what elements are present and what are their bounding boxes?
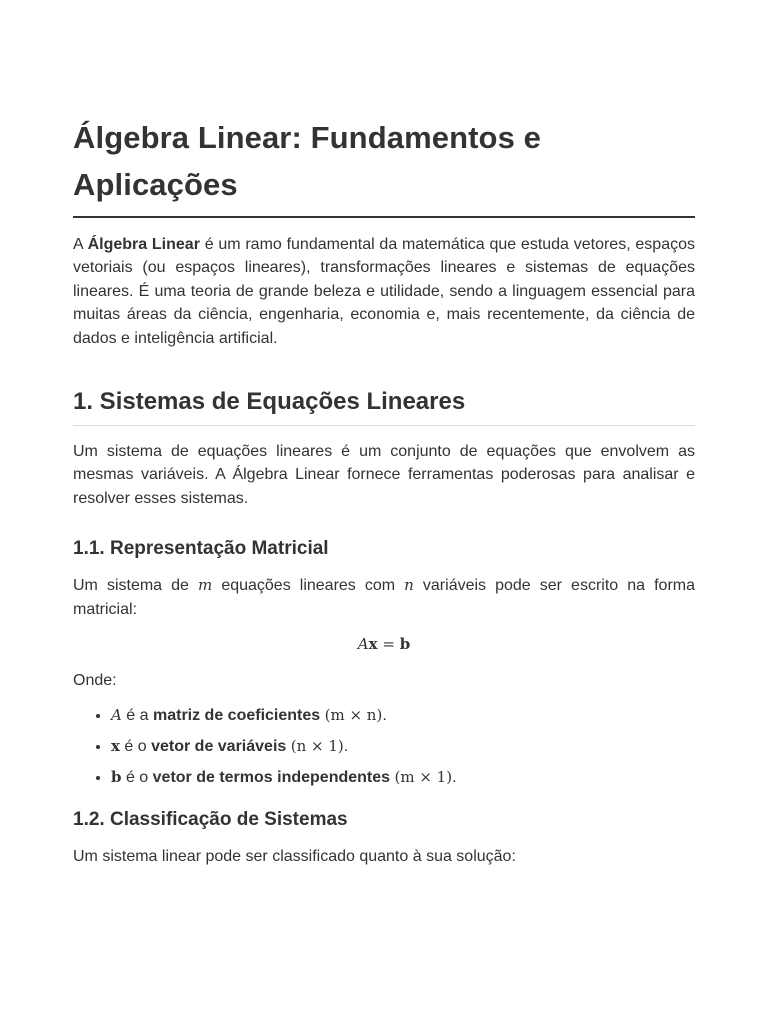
s11-text-3: variáveis pode ser escrito na forma matricial:	[73, 577, 696, 618]
item-term: matriz de coeficientes	[152, 707, 321, 725]
definitions-list	[73, 704, 695, 788]
item-dimension: (m × n)	[324, 706, 383, 725]
item-dimension: (n × 1)	[290, 737, 344, 756]
item-text: é o	[121, 768, 153, 786]
list-item	[111, 704, 695, 727]
item-symbol: b	[111, 767, 122, 786]
item-text: é o	[119, 738, 152, 756]
intro-prefix: A	[73, 236, 88, 253]
section-1-1-paragraph	[73, 574, 695, 621]
item-dimension: (m × 1)	[394, 767, 453, 786]
page-title: Álgebra Linear: Fundamentos e Aplicações	[73, 120, 541, 202]
list-item	[111, 766, 695, 789]
item-symbol: x	[111, 737, 120, 756]
item-term: vetor de termos independentes	[152, 768, 391, 786]
eq-matrix-a: A	[357, 635, 369, 654]
list-item	[111, 735, 695, 758]
item-end: .	[382, 707, 387, 725]
section-1-heading: 1. Sistemas de Equações Lineares	[73, 388, 466, 416]
section-1-2-heading: 1.2. Classificação de Sistemas	[73, 808, 348, 830]
intro-bold-term: Álgebra Linear	[87, 236, 200, 253]
item-end: .	[452, 768, 457, 786]
eq-vector-x: x	[368, 635, 378, 654]
title-divider	[73, 216, 695, 218]
section-1-paragraph: Um sistema de equações lineares é um conjunto de equações que envolvem as mesmas variáveis. A Álgebra Linear fornece ferramentas poderosas para analisar e resolver esses sistemas.	[73, 443, 695, 507]
s11-text-1: Um sistema de	[73, 577, 199, 595]
item-term: vetor de variáveis	[151, 738, 287, 756]
intro-rest: é um ramo fundamental da matemática que estuda vetores, espaços vetoriais (ou espaços lineares), transformações lineares e sistemas de equações lineares. É uma teoria de grande beleza e utilidade, sendo a linguagem essencial para muitas áreas da ciência, engenharia, economia e, mais recentemente, da ciência de dados e inteligência artificial.	[73, 236, 696, 347]
section-1-divider	[73, 425, 695, 426]
item-text: é a	[121, 707, 153, 725]
intro-paragraph	[73, 233, 695, 350]
section-1-2-paragraph: Um sistema linear pode ser classificado quanto à sua solução:	[73, 847, 516, 865]
item-end: .	[343, 738, 349, 756]
matrix-equation	[73, 633, 695, 656]
eq-equals: =	[377, 635, 400, 654]
var-m: m	[198, 576, 213, 595]
section-1-1-heading: 1.1. Representação Matricial	[73, 538, 329, 560]
var-n: n	[404, 576, 414, 595]
item-symbol: A	[111, 706, 122, 725]
s11-text-2: equações lineares com	[212, 577, 405, 595]
eq-vector-b: b	[399, 635, 411, 654]
onde-label: Onde:	[73, 672, 117, 690]
